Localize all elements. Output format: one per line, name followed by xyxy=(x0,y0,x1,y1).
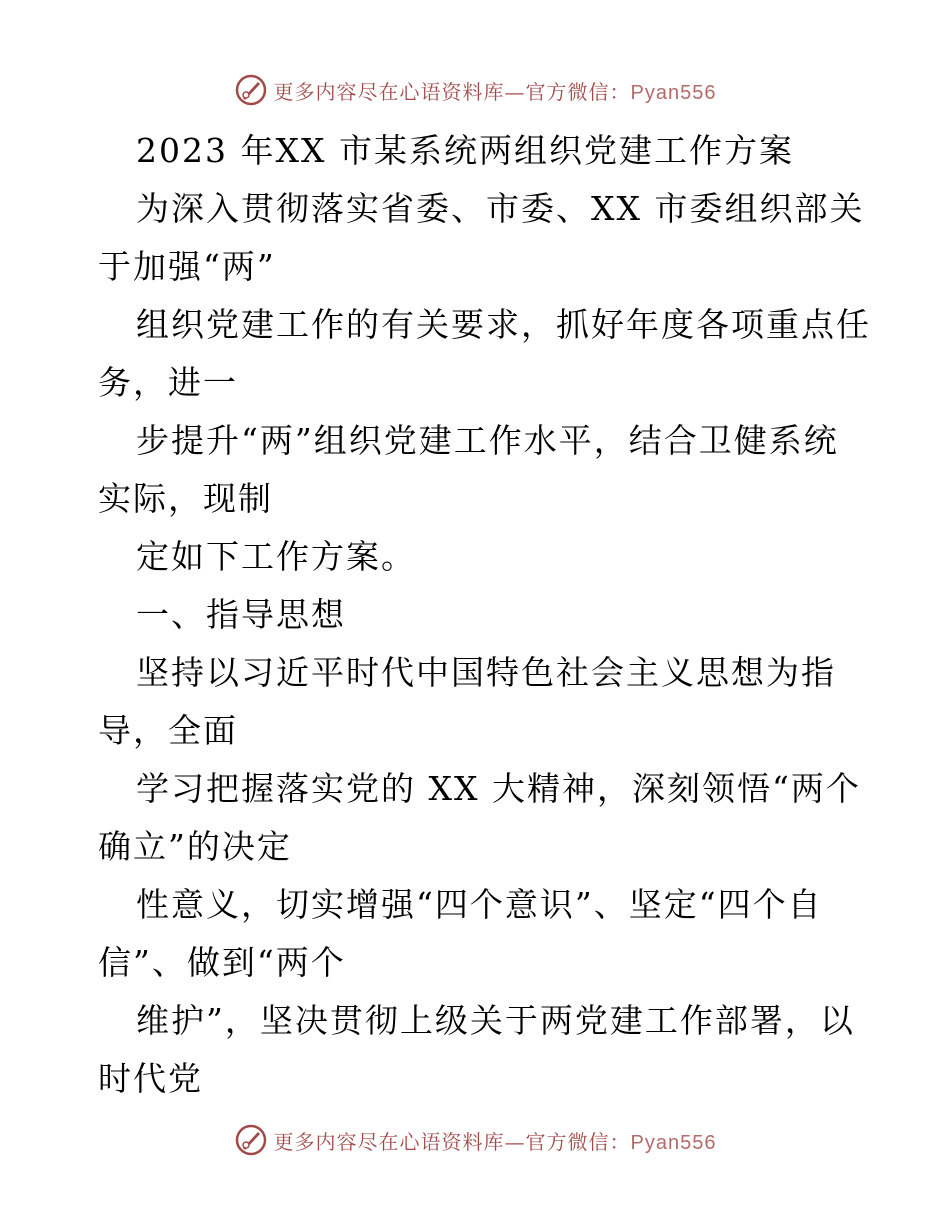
watermark-handle: Pyan556 xyxy=(630,1131,717,1154)
text-line: 性意义，切实增强“四个意识”、坚定“四个自 xyxy=(136,885,823,924)
text-line: 为深入贯彻落实省委、市委、XX 市委组织部关 xyxy=(136,189,865,228)
text-line: 于加强“两” xyxy=(98,247,276,286)
text-line: 定如下工作方案。 xyxy=(136,537,416,576)
watermark-text xyxy=(274,76,717,105)
text-line: 时代党 xyxy=(98,1059,203,1098)
text-line: 一、指导思想 xyxy=(136,595,346,634)
text-line: 学习把握落实党的 XX 大精神，深刻领悟“两个 xyxy=(136,769,861,808)
text-line: 步提升“两”组织党建工作水平，结合卫健系统 xyxy=(136,421,839,460)
text-line: 确立”的决定 xyxy=(98,827,292,866)
text-line: 维护”，坚决贯彻上级关于两党建工作部署，以 xyxy=(136,1001,855,1040)
watermark-label: 更多内容尽在心语资料库—官方微信： xyxy=(273,79,631,104)
quill-logo-icon xyxy=(234,73,268,107)
watermark-label: 更多内容尽在心语资料库—官方微信： xyxy=(273,1129,631,1154)
watermark-footer xyxy=(0,1120,950,1160)
watermark-text xyxy=(274,1126,717,1155)
watermark-handle: Pyan556 xyxy=(630,81,717,104)
text-line: 2023 年XX 市某系统两组织党建工作方案 xyxy=(136,131,794,170)
text-line: 信”、做到“两个 xyxy=(98,943,346,982)
text-line: 务，进一 xyxy=(98,363,238,402)
text-line: 组织党建工作的有关要求，抓好年度各项重点任 xyxy=(136,305,871,344)
watermark-header xyxy=(0,70,950,110)
text-line: 坚持以习近平时代中国特色社会主义思想为指 xyxy=(136,653,836,692)
text-line: 导，全面 xyxy=(98,711,238,750)
quill-logo-icon xyxy=(234,1123,268,1157)
document-body xyxy=(98,122,871,1108)
text-line: 实际，现制 xyxy=(98,479,273,518)
